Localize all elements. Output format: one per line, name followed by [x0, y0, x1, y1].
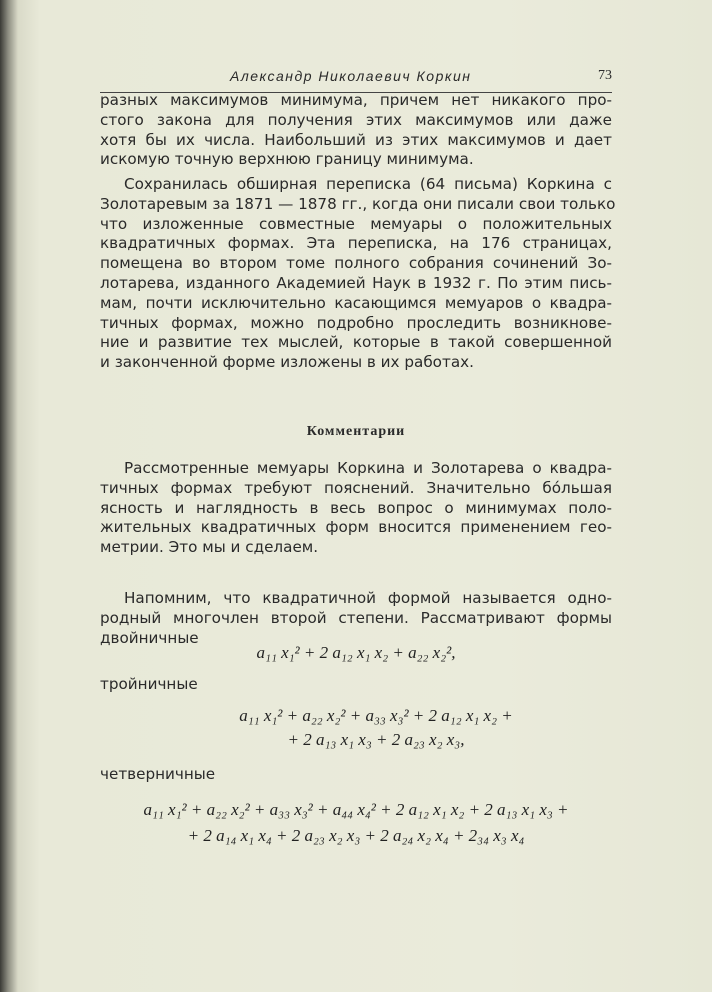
paragraph-2	[100, 175, 616, 373]
text-line: и законченной форме изложены в их работах.	[100, 353, 474, 372]
text-line: ясность и наглядность в весь вопрос о минимумах поло-	[100, 498, 612, 517]
text-line: жительных квадратичных форм вносится применением гео-	[100, 518, 612, 537]
formula-ternary-line-2: + 2 a₁₃ x₁ x₃ + 2 a₂₃ x₂ x₃,	[287, 730, 465, 749]
formula-binary: a₁₁ x₁² + 2 a₁₂ x₁ x₂ + a₂₂ x₂²,	[256, 643, 456, 662]
text-line: что изложенные совместные мемуары о положительных	[100, 214, 612, 233]
paragraph-1	[100, 91, 612, 170]
text-line: стого закона для получения этих максимумов или даже	[100, 110, 612, 129]
text-line: мам, почти исключительно касающимся мемуаров о квадра-	[100, 293, 612, 312]
text-line: хотя бы их числа. Наибольший из этих максимумов и дает	[100, 130, 612, 149]
text-line: Напомним, что квадратичной формой называется одно-	[124, 589, 612, 607]
text-line: квадратичных формах. Эта переписка, на 176 страницах,	[100, 234, 612, 253]
text-line: Рассмотренные мемуары Коркина и Золотарева о квадра-	[124, 459, 612, 477]
text-line: искомую точную верхнюю границу минимума.	[100, 150, 474, 169]
text-line: ние и развитие тех мыслей, которые в такой совершенной	[100, 333, 612, 352]
label-ternary: тройничные	[100, 675, 198, 693]
text-line: разных максимумов минимума, причем нет никакого про-	[100, 91, 612, 109]
text-line: помещена во втором томе полного собрания сочинений Зо-	[100, 254, 612, 273]
label-quaternary: четверничные	[100, 765, 216, 783]
section-heading: Комментарии	[306, 424, 406, 439]
text-line: тичных формах требуют пояснений. Значительно бóльшая	[100, 478, 612, 497]
text-line: Сохранилась обширная переписка (64 письма) Коркина с	[124, 175, 612, 193]
text-line: родный многочлен второй степени. Рассматривают формы	[100, 608, 612, 627]
formula-quaternary-line-1: a₁₁ x₁² + a₂₂ x₂² + a₃₃ x₃² + a₄₄ x₄² + 2 a₁₂ x₁ x₂ + 2 a₁₃ x₁ x₃ +	[143, 800, 569, 819]
paragraph-3	[100, 459, 612, 558]
formula-quaternary-line-2: + 2 a₁₄ x₁ x₄ + 2 a₂₃ x₂ x₃ + 2 a₂₄ x₂ x₄ + 2₃₄ x₃ x₄	[187, 826, 525, 845]
paragraph-4	[100, 589, 612, 648]
text-line: тичных формах, можно подробно проследить возникнове-	[100, 313, 612, 332]
header-title: Александр Николаевич Коркин	[230, 68, 472, 84]
formula-ternary-line-1: a₁₁ x₁² + a₂₂ x₂² + a₃₃ x₃² + 2 a₁₂ x₁ x₂ +	[239, 706, 513, 725]
running-header	[100, 68, 612, 90]
text-line: Золотаревым за 1871 — 1878 гг., когда они писали свои только	[100, 194, 616, 213]
page-number: 73	[598, 68, 612, 83]
text-line: двойничные	[100, 628, 199, 647]
text-line: метрии. Это мы и сделаем.	[100, 538, 319, 557]
text-line: лотарева, изданного Академией Наук в 1932 г. По этим пись-	[100, 273, 612, 292]
